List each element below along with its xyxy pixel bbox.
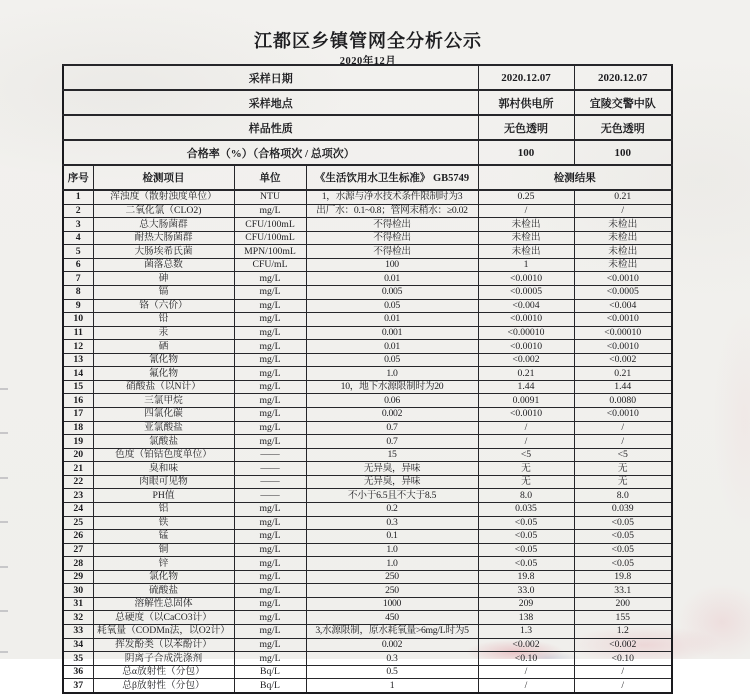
result-1: 33.0 [478,584,574,598]
result-1: / [478,679,574,693]
test-item: 二氧化氯（CLO2) [93,204,234,218]
table-row [63,299,672,313]
result-2: 1.44 [574,380,672,394]
result-2: <0.05 [574,516,672,530]
standard-limit: 1.0 [306,367,478,381]
standard-limit: 1 [306,679,478,693]
test-item: 总α放射性（分包） [93,665,234,679]
test-item: 铁 [93,516,234,530]
table-row [63,421,672,435]
unit: mg/L [234,502,306,516]
result-2: <0.0010 [574,340,672,354]
row-number: 18 [63,421,93,435]
unit: —— [234,448,306,462]
unit: mg/L [234,272,306,286]
result-1: <0.002 [478,353,574,367]
column-header-row [63,165,672,190]
test-item: 总大肠菌群 [93,218,234,232]
table-row [63,231,672,245]
unit: mg/L [234,530,306,544]
test-item: 三氯甲烷 [93,394,234,408]
table-row [63,502,672,516]
table-row [63,448,672,462]
info-value-2: 无色透明 [574,115,672,140]
table-row [63,638,672,652]
row-number: 32 [63,611,93,625]
standard-limit: 0.002 [306,408,478,422]
info-label: 样品性质 [63,115,478,140]
result-1: / [478,435,574,449]
row-number: 7 [63,272,93,286]
test-item: 氯酸盐 [93,435,234,449]
info-row [63,90,672,115]
result-2: <0.0010 [574,408,672,422]
table-row [63,584,672,598]
table-row [63,625,672,639]
result-2: <0.05 [574,543,672,557]
row-number: 8 [63,285,93,299]
row-number: 9 [63,299,93,313]
result-1: <0.05 [478,543,574,557]
standard-limit: 0.002 [306,638,478,652]
standard-limit: 0.005 [306,285,478,299]
standard-limit: 0.5 [306,665,478,679]
unit: mg/L [234,408,306,422]
row-number: 15 [63,380,93,394]
column-header-no: 序号 [63,165,93,190]
result-2: <0.05 [574,557,672,571]
unit: mg/L [234,570,306,584]
test-item: 臭和味 [93,462,234,476]
column-header-unit: 单位 [234,165,306,190]
test-item: 四氯化碳 [93,408,234,422]
standard-limit: 出厂水：0.1~0.8；管网末稍水：≥0.02 [306,204,478,218]
info-label: 合格率（%）（合格项次 / 总项次） [63,140,478,165]
table-row [63,218,672,232]
test-item: 菌落总数 [93,258,234,272]
row-number: 29 [63,570,93,584]
standard-limit: 不得检出 [306,245,478,259]
result-1: 19.8 [478,570,574,584]
page-title: 江都区乡镇管网全分析公示 [254,31,482,51]
result-1: <0.0010 [478,272,574,286]
result-2: <5 [574,448,672,462]
standard-limit: 0.01 [306,313,478,327]
info-value-1: 2020.12.07 [478,65,574,90]
scan-artifact-mark [0,521,8,523]
table-row [63,462,672,476]
result-1: <5 [478,448,574,462]
unit: mg/L [234,340,306,354]
standard-limit: 250 [306,570,478,584]
test-item: 硒 [93,340,234,354]
unit: mg/L [234,313,306,327]
standard-limit: 250 [306,584,478,598]
standard-limit: 0.7 [306,435,478,449]
table-row [63,543,672,557]
standard-limit: 0.3 [306,652,478,666]
unit: Bq/L [234,665,306,679]
row-number: 33 [63,625,93,639]
result-2: <0.004 [574,299,672,313]
result-1: <0.0010 [478,340,574,354]
unit: Bq/L [234,679,306,693]
unit: mg/L [234,285,306,299]
analysis-table [62,64,673,694]
standard-limit: 0.3 [306,516,478,530]
result-1: 未检出 [478,245,574,259]
column-header-section [63,165,672,190]
result-2: 未检出 [574,218,672,232]
standard-limit: 10，地下水源限制时为20 [306,380,478,394]
test-item: 汞 [93,326,234,340]
unit: CFU/100mL [234,218,306,232]
standard-limit: 0.06 [306,394,478,408]
test-item: 肉眼可见物 [93,475,234,489]
table-row [63,367,672,381]
table-row [63,435,672,449]
table-row [63,204,672,218]
result-1: 未检出 [478,218,574,232]
table-row [63,380,672,394]
result-1: 0.21 [478,367,574,381]
table-row [63,557,672,571]
result-2: 未检出 [574,245,672,259]
standard-limit: 0.1 [306,530,478,544]
unit: mg/L [234,597,306,611]
row-number: 14 [63,367,93,381]
standard-limit: 0.05 [306,299,478,313]
standard-limit: 450 [306,611,478,625]
result-2: <0.0010 [574,313,672,327]
standard-limit: 0.05 [306,353,478,367]
test-item: 氟化物 [93,367,234,381]
result-2: 8.0 [574,489,672,503]
result-1: 8.0 [478,489,574,503]
standard-limit: 0.001 [306,326,478,340]
result-1: 1.44 [478,380,574,394]
result-2: 1.2 [574,625,672,639]
scan-artifact-mark [0,566,8,568]
column-header-result: 检测结果 [478,165,672,190]
column-header-item: 检测项目 [93,165,234,190]
row-number: 2 [63,204,93,218]
row-number: 11 [63,326,93,340]
result-1: / [478,421,574,435]
result-1: <0.05 [478,557,574,571]
table-row [63,285,672,299]
row-number: 25 [63,516,93,530]
table-row [63,665,672,679]
result-1: 无 [478,462,574,476]
unit: —— [234,475,306,489]
test-item: 铜 [93,543,234,557]
result-2: 155 [574,611,672,625]
test-item: 耐热大肠菌群 [93,231,234,245]
table-row [63,489,672,503]
info-value-2: 宜陵交警中队 [574,90,672,115]
unit: mg/L [234,394,306,408]
result-1: / [478,204,574,218]
test-item: 铬（六价） [93,299,234,313]
column-header-standard: 《生活饮用水卫生标准》 GB5749 [306,165,478,190]
unit: mg/L [234,638,306,652]
row-number: 31 [63,597,93,611]
row-number: 35 [63,652,93,666]
row-number: 30 [63,584,93,598]
standard-limit: 1.0 [306,557,478,571]
info-row [63,65,672,90]
result-1: 无 [478,475,574,489]
result-1: <0.10 [478,652,574,666]
test-item: 总β放射性（分包） [93,679,234,693]
row-number: 21 [63,462,93,476]
page-subtitle: 2020年12月 [339,56,397,67]
unit: —— [234,489,306,503]
standard-limit: 0.01 [306,340,478,354]
table-row [63,597,672,611]
test-item: 镉 [93,285,234,299]
unit: mg/L [234,557,306,571]
result-2: <0.05 [574,530,672,544]
row-number: 5 [63,245,93,259]
row-number: 28 [63,557,93,571]
test-item: 氯化物 [93,570,234,584]
result-1: <0.0010 [478,408,574,422]
table-row [63,258,672,272]
unit: mg/L [234,204,306,218]
row-number: 34 [63,638,93,652]
test-item: 锰 [93,530,234,544]
result-2: <0.00010 [574,326,672,340]
scan-artifact-mark [0,651,8,653]
row-number: 23 [63,489,93,503]
standard-limit: 不得检出 [306,231,478,245]
standard-limit: 0.01 [306,272,478,286]
result-1: 0.25 [478,190,574,204]
test-item: 铅 [93,313,234,327]
table-row [63,272,672,286]
row-number: 19 [63,435,93,449]
result-1: <0.00010 [478,326,574,340]
row-number: 13 [63,353,93,367]
standard-limit: 无异臭，异味 [306,475,478,489]
result-2: 未检出 [574,231,672,245]
test-item: 亚氯酸盐 [93,421,234,435]
test-item: 挥发酚类（以苯酚计） [93,638,234,652]
table-row [63,353,672,367]
row-number: 3 [63,218,93,232]
standard-limit: 0.2 [306,502,478,516]
standard-limit: 15 [306,448,478,462]
test-item: 色度（铂钴色度单位） [93,448,234,462]
info-value-1: 100 [478,140,574,165]
info-label: 采样地点 [63,90,478,115]
table-row [63,530,672,544]
unit: mg/L [234,652,306,666]
result-1: 1.3 [478,625,574,639]
result-2: 0.21 [574,190,672,204]
table-row [63,190,672,204]
result-2: 0.039 [574,502,672,516]
result-2: <0.002 [574,353,672,367]
test-item: 大肠埃希氏菌 [93,245,234,259]
row-number: 6 [63,258,93,272]
row-number: 12 [63,340,93,354]
unit: mg/L [234,353,306,367]
table-row [63,652,672,666]
result-2: 未检出 [574,258,672,272]
table-row [63,245,672,259]
unit: MPN/100mL [234,245,306,259]
result-2: 19.8 [574,570,672,584]
info-value-1: 郭村供电所 [478,90,574,115]
scan-artifact-mark [0,432,8,434]
row-number: 27 [63,543,93,557]
standard-limit: 1000 [306,597,478,611]
standard-limit: 无异臭，异味 [306,462,478,476]
table-row [63,475,672,489]
row-number: 20 [63,448,93,462]
row-number: 22 [63,475,93,489]
unit: —— [234,462,306,476]
standard-limit: 3,水源限制，原水耗氧量>6mg/L时为5 [306,625,478,639]
result-1: <0.002 [478,638,574,652]
result-1: <0.05 [478,516,574,530]
result-2: / [574,204,672,218]
info-section [63,65,672,165]
unit: mg/L [234,584,306,598]
row-number: 36 [63,665,93,679]
unit: mg/L [234,326,306,340]
result-2: 200 [574,597,672,611]
result-2: 0.21 [574,367,672,381]
result-1: 0.0091 [478,394,574,408]
result-2: <0.10 [574,652,672,666]
test-item: 浑浊度（散射浊度单位） [93,190,234,204]
unit: NTU [234,190,306,204]
test-item: 阴离子合成洗涤剂 [93,652,234,666]
test-item: 铝 [93,502,234,516]
standard-limit: 100 [306,258,478,272]
unit: CFU/mL [234,258,306,272]
unit: mg/L [234,421,306,435]
row-number: 17 [63,408,93,422]
result-1: <0.05 [478,530,574,544]
test-item: 耗氧量（CODMn法，以O2计） [93,625,234,639]
test-item: 硫酸盐 [93,584,234,598]
info-row [63,115,672,140]
result-2: <0.002 [574,638,672,652]
result-1: 1 [478,258,574,272]
unit: mg/L [234,516,306,530]
info-value-2: 100 [574,140,672,165]
row-number: 24 [63,502,93,516]
table-row [63,326,672,340]
test-item: 硝酸盐（以N计） [93,380,234,394]
row-number: 16 [63,394,93,408]
result-1: 209 [478,597,574,611]
standard-limit: 不得检出 [306,218,478,232]
result-1: / [478,665,574,679]
test-item: 锌 [93,557,234,571]
standard-limit: 不小于6.5且不大于8.5 [306,489,478,503]
scan-artifact-mark [0,610,8,612]
table-row [63,394,672,408]
result-1: <0.0005 [478,285,574,299]
result-2: <0.0005 [574,285,672,299]
unit: mg/L [234,435,306,449]
result-2: 0.0080 [574,394,672,408]
result-2: / [574,679,672,693]
standard-limit: 0.7 [306,421,478,435]
standard-limit: 1.0 [306,543,478,557]
result-2: / [574,421,672,435]
result-1: <0.0010 [478,313,574,327]
result-1: 138 [478,611,574,625]
table-row [63,570,672,584]
table-row [63,340,672,354]
result-1: <0.004 [478,299,574,313]
result-2: / [574,665,672,679]
test-item: PH值 [93,489,234,503]
standard-limit: 1，水源与净水技术条件限制时为3 [306,190,478,204]
unit: mg/L [234,625,306,639]
result-2: 33.1 [574,584,672,598]
result-2: <0.0010 [574,272,672,286]
unit: mg/L [234,367,306,381]
unit: mg/L [234,380,306,394]
info-value-1: 无色透明 [478,115,574,140]
result-1: 未检出 [478,231,574,245]
table-row [63,611,672,625]
row-number: 26 [63,530,93,544]
unit: mg/L [234,611,306,625]
result-1: 0.035 [478,502,574,516]
info-label: 采样日期 [63,65,478,90]
table-row [63,679,672,693]
scan-artifact-mark [0,477,8,479]
info-value-2: 2020.12.07 [574,65,672,90]
result-2: 无 [574,475,672,489]
test-item: 氰化物 [93,353,234,367]
table-row [63,313,672,327]
info-row [63,140,672,165]
result-2: 无 [574,462,672,476]
test-item: 砷 [93,272,234,286]
table-row [63,516,672,530]
unit: CFU/100mL [234,231,306,245]
row-number: 1 [63,190,93,204]
row-number: 10 [63,313,93,327]
data-section [63,190,672,693]
table-row [63,408,672,422]
result-2: / [574,435,672,449]
test-item: 总硬度（以CaCO3计） [93,611,234,625]
test-item: 溶解性总固体 [93,597,234,611]
row-number: 4 [63,231,93,245]
scan-artifact-mark [0,388,8,390]
row-number: 37 [63,679,93,693]
unit: mg/L [234,299,306,313]
unit: mg/L [234,543,306,557]
